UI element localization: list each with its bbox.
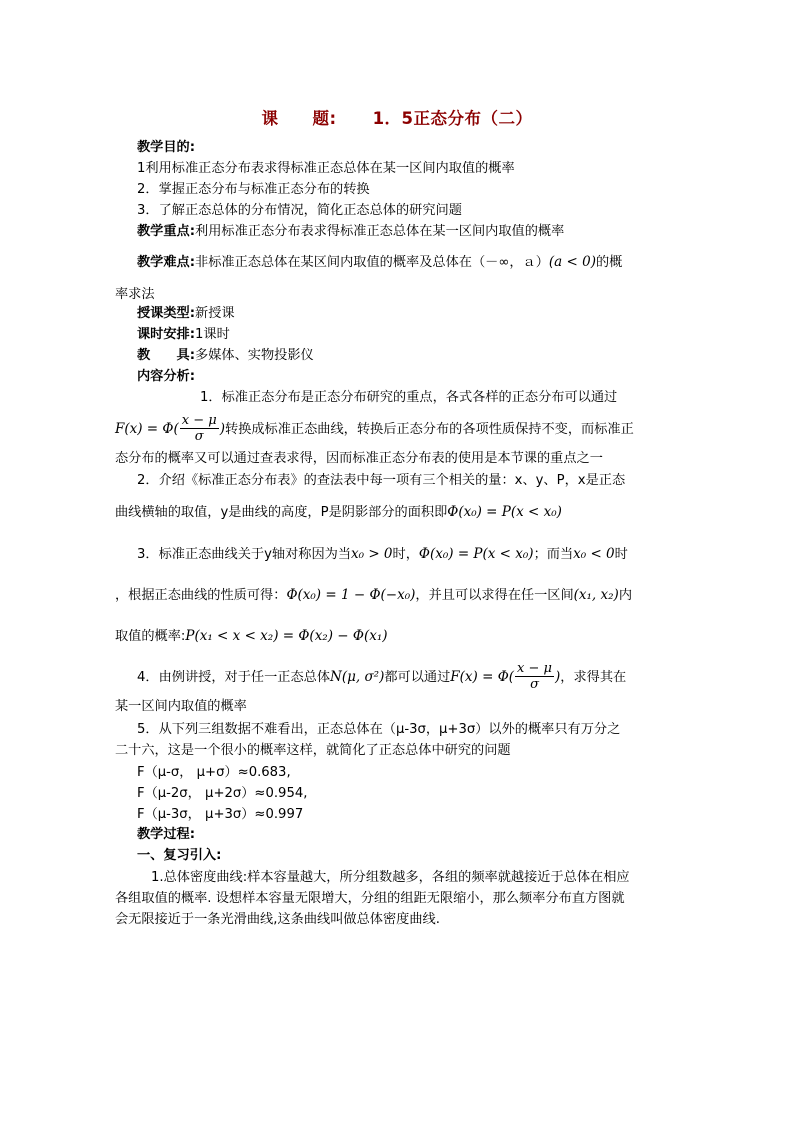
- analysis-heading: 内容分析:: [137, 369, 196, 384]
- formula-phi-x0-2: Φ(x₀) = P(x < x₀): [418, 546, 534, 562]
- formula-close-1: ): [219, 421, 225, 437]
- analysis-p3-a: 3．标准正态曲线关于y轴对称因为当: [137, 547, 352, 562]
- objective-item-2: 2．掌握正态分布与标准正态分布的转换: [137, 182, 370, 197]
- difficulty-text-c: 率求法: [115, 287, 155, 302]
- objective-item-3: 3．了解正态总体的分布情况，简化正态总体的研究问题: [137, 203, 462, 218]
- process-para-c: 会无限接近于一条光滑曲线,这条曲线叫做总体密度曲线.: [115, 912, 440, 927]
- fraction-denominator-2: σ: [530, 677, 539, 692]
- formula-fraction-2: [515, 661, 554, 693]
- title-text: 1．5正态分布（二）: [372, 109, 533, 128]
- key-points-text: 利用标准正态分布表求得标准正态总体在某一区间内取值的概率: [195, 224, 565, 239]
- schedule-label: 课时安排:: [137, 327, 196, 342]
- analysis-p3-g: 内: [618, 588, 632, 603]
- analysis-p3-line1: [137, 545, 628, 564]
- difficulty-text-a: 非标准正态总体在某区间内取值的概率及总体在（－∞，ａ）: [195, 255, 549, 270]
- analysis-p3-c: ；而当: [533, 547, 574, 562]
- lesson-title: [0, 105, 794, 129]
- fraction-numerator-1: x − μ: [181, 413, 217, 428]
- formula-normal: N(μ, σ²): [330, 669, 385, 685]
- analysis-p4-a: 4．由例讲授，对于任一正态总体: [137, 670, 331, 685]
- difficulty-cond: (a < 0): [548, 254, 596, 270]
- schedule-text: 1课时: [195, 327, 230, 342]
- formula-interval: (x₁, x₂): [573, 587, 619, 603]
- objective-item-1: 1利用标准正态分布表求得标准正态总体在某一区间内取值的概率: [137, 161, 515, 176]
- difficulty-label: 教学难点:: [137, 255, 196, 270]
- key-points-label: 教学重点:: [137, 224, 196, 239]
- fraction-numerator-2: x − μ: [517, 661, 552, 676]
- process-para-b: 各组取值的概率. 设想样本容量无限增大，分组的组距无限缩小，那么频率分布直方图就: [115, 891, 625, 906]
- objectives-heading: 教学目的:: [137, 140, 196, 155]
- formula-x0-pos: x₀ > 0: [351, 546, 393, 562]
- analysis-p3-d: 时: [614, 547, 628, 562]
- formula-prob: P(x₁ < x < x₂) = Φ(x₂) − Φ(x₁): [185, 628, 388, 644]
- process-heading: 教学过程:: [137, 827, 196, 842]
- analysis-p2-a: 2．介绍《标准正态分布表》的查法表中每一项有三个相关的量：x、y、P，x是正态: [137, 473, 626, 488]
- difficulty-text-b: 的概: [595, 255, 623, 270]
- formula-phi-x0: Φ(x₀) = P(x < x₀): [447, 504, 562, 520]
- analysis-p2-b: 曲线横轴的取值，y是曲线的高度，P是阴影部分的面积即: [115, 505, 448, 520]
- fraction-denominator-1: σ: [194, 429, 204, 444]
- analysis-p3-h: 取值的概率:: [115, 629, 186, 644]
- formula-sym: Φ(x₀) = 1 − Φ(−x₀): [286, 587, 416, 603]
- data-row-3: F（μ-3σ， μ+3σ）≈0.997: [137, 807, 304, 822]
- analysis-p4-c: ，求得其在: [560, 670, 627, 685]
- analysis-p4-b: 都可以通过: [384, 670, 451, 685]
- analysis-p5-a: 5．从下列三组数据不难看出，正态总体在（μ-3σ，μ+3σ）以外的概率只有万分之: [137, 722, 621, 737]
- analysis-p3-b: 时，: [392, 547, 419, 562]
- analysis-p1-b: 转换成标准正态曲线，转换后正态分布的各项性质保持不变，而标准正: [224, 422, 634, 437]
- analysis-p1-a: 1．标准正态分布是正态分布研究的重点，各式各样的正态分布可以通过: [200, 390, 618, 405]
- analysis-p3-line2: [115, 586, 632, 605]
- process-para-a: 1.总体密度曲线:样本容量越大，所分组数越多，各组的频率就越接近于总体在相应: [151, 870, 630, 885]
- data-row-2: F（μ-2σ， μ+2σ）≈0.954,: [137, 786, 308, 801]
- tools-label: 教 具:: [137, 348, 196, 363]
- process-section-1: 一、复习引入:: [137, 848, 222, 863]
- analysis-p2-b-line: [115, 503, 562, 522]
- analysis-p3-f: ，并且可以求得在任一区间: [415, 588, 574, 603]
- lesson-type-label: 授课类型:: [137, 306, 196, 321]
- formula-x0-neg: x₀ < 0: [573, 546, 615, 562]
- lesson-type: [137, 305, 235, 323]
- schedule: [137, 326, 230, 344]
- analysis-p4-line1: [137, 661, 626, 694]
- analysis-p3-e: ，根据正态曲线的性质可得：: [115, 588, 287, 603]
- formula-F-2: F(x) = Φ(: [450, 669, 515, 685]
- formula-close-2: ): [554, 669, 561, 685]
- analysis-p3-line3: [115, 627, 388, 646]
- tools: [137, 347, 314, 365]
- difficulty: [137, 253, 622, 272]
- analysis-p1-c: 态分布的概率又可以通过查表求得，因而标准正态分布表的使用是本节课的重点之一: [115, 451, 603, 466]
- tools-text: 多媒体、实物投影仪: [195, 348, 314, 363]
- formula-fraction-1: [180, 413, 219, 445]
- analysis-p1-b-line: [115, 413, 634, 446]
- data-row-1: F（μ-σ， μ+σ）≈0.683,: [137, 765, 291, 780]
- lesson-type-text: 新授课: [195, 306, 235, 321]
- title-label: 课 题:: [261, 109, 337, 128]
- key-points: [137, 223, 564, 241]
- formula-F-1: F(x) = Φ(: [115, 421, 179, 437]
- analysis-p4-d: 某一区间内取值的概率: [115, 699, 247, 714]
- analysis-p5-b: 二十六，这是一个很小的概率这样，就简化了正态总体中研究的问题: [115, 743, 511, 758]
